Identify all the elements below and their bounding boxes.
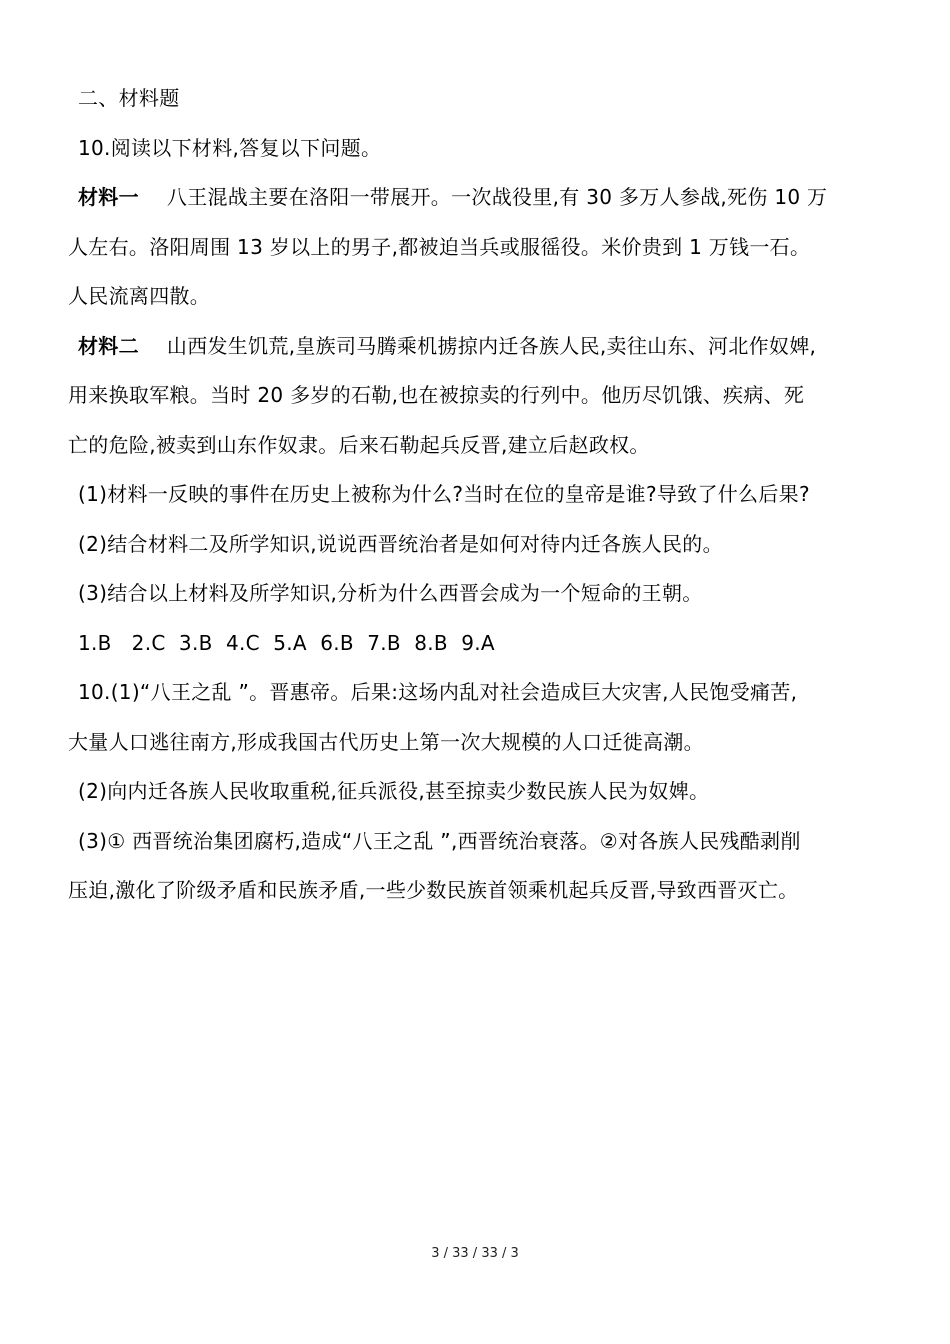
material2-line-2: 用来换取军粮。当时 20 多岁的石勒,也在被掠卖的行列中。他历尽饥饿、疾病、死 bbox=[68, 383, 805, 407]
document-body bbox=[68, 74, 883, 916]
answer-10-1-line-2: 大量人口逃往南方,形成我国古代历史上第一次大规模的人口迁徙高潮。 bbox=[68, 729, 704, 754]
answer-10-1-line-1: 10.(1)“八王之乱 ”。晋惠帝。后果:这场内乱对社会造成巨大灾害,人民饱受痛苦, bbox=[78, 680, 798, 704]
sub-question-3: (3)结合以上材料及所学知识,分析为什么西晋会成为一个短命的王朝。 bbox=[78, 581, 703, 605]
question-intro: 10.阅读以下材料,答复以下问题。 bbox=[78, 135, 382, 160]
section-title: 二、材料题 bbox=[78, 86, 180, 110]
sub-question-2: (2)结合材料二及所学知识,说说西晋统治者是如何对待内迁各族人民的。 bbox=[78, 531, 723, 556]
answer-10-3-line-1: (3)① 西晋统治集团腐朽,造成“八王之乱 ”,西晋统治衰落。②对各族人民残酷剥削 bbox=[78, 828, 801, 853]
material1-line-2: 人左右。洛阳周围 13 岁以上的男子,都被迫当兵或服徭役。米价贵到 1 万钱一石。 bbox=[68, 234, 811, 259]
material1-text-1: 八王混战主要在洛阳一带展开。一次战役里,有 30 多万人参战,死伤 10 万 bbox=[166, 185, 828, 209]
material2-line-1 bbox=[68, 322, 883, 372]
mc-answers: 1.B 2.C 3.B 4.C 5.A 6.B 7.B 8.B 9.A bbox=[78, 630, 495, 655]
page-footer: 3 / 33 / 33 / 3 bbox=[431, 1246, 519, 1261]
material2-text-1: 山西发生饥荒,皇族司马腾乘机掳掠内迁各族人民,卖往山东、河北作奴婢, bbox=[166, 333, 817, 358]
material2-line-3: 亡的危险,被卖到山东作奴隶。后来石勒起兵反晋,建立后赵政权。 bbox=[68, 432, 650, 457]
answer-10-3-line-2: 压迫,激化了阶级矛盾和民族矛盾,一些少数民族首领乘机起兵反晋,导致西晋灭亡。 bbox=[68, 878, 799, 902]
answer-10-2: (2)向内迁各族人民收取重税,征兵派役,甚至掠卖少数民族人民为奴婢。 bbox=[78, 779, 710, 803]
material1-label: 材料一 bbox=[78, 185, 139, 209]
sub-question-1: (1)材料一反映的事件在历史上被称为什么?当时在位的皇帝是谁?导致了什么后果? bbox=[78, 482, 810, 506]
material1-line-3: 人民流离四散。 bbox=[68, 284, 211, 308]
material2-label: 材料二 bbox=[78, 333, 139, 358]
material1-line-1 bbox=[68, 173, 883, 223]
